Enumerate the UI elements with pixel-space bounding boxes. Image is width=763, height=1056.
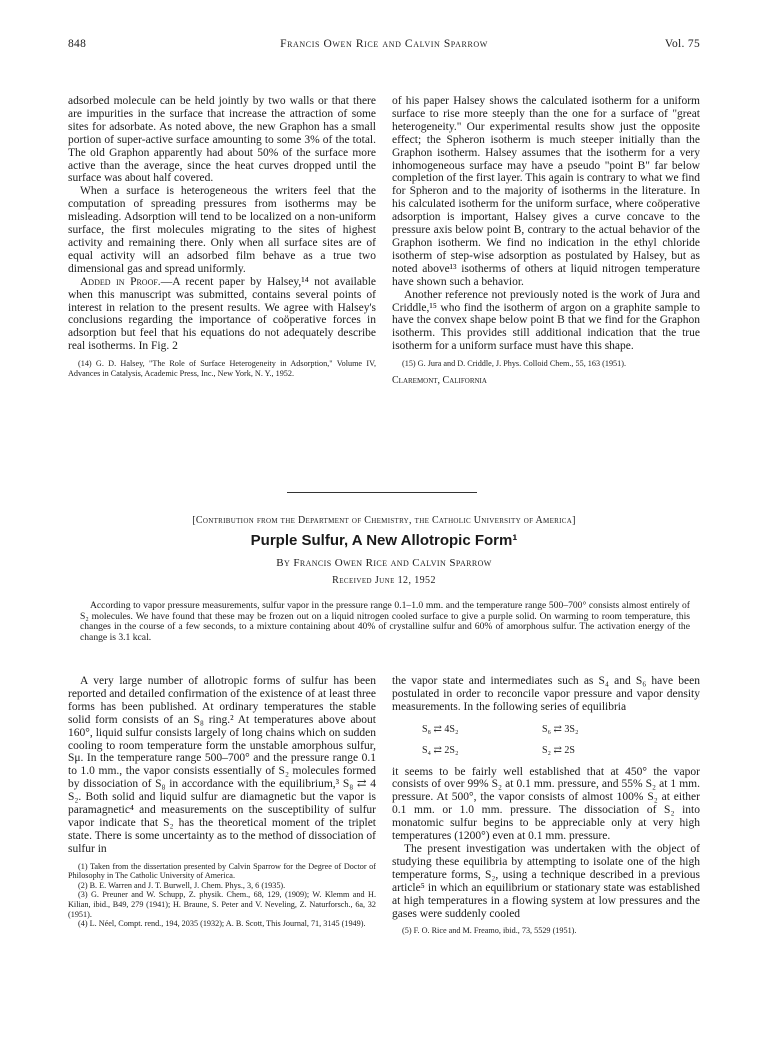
footnote: (15) G. Jura and D. Criddle, J. Phys. Colloid Chem., 55, 163 (1951).: [402, 359, 627, 369]
paragraph: When a surface is heterogeneous the writers feel that the computation of spreading pressures from isotherms may be misleading. Adsorption will tend to be localized on a non-uniform surface, the first molecules migrating to the sites of highest activity and remaining there. Only when all surface sites are of equal activity will an adsorbed film behave as a true two dimensional gas and spread uniformly.: [68, 185, 376, 275]
volume-label: Vol. 75: [664, 38, 700, 50]
prev-article-left-column: [68, 95, 376, 378]
equation: S₂ ⇄ 2S: [542, 744, 575, 756]
contribution-line: [Contribution from the Department of Chemistry, the Catholic University of America]: [192, 515, 576, 526]
paragraph: The present investigation was undertaken with the object of studying these equilibria by attempting to isolate one of the high temperature forms, S₂, using a technique described in a previous article⁵ in which an equilibrium or stationary state was established at high temperatures in a flowing system at low pressures and the gases were suddenly cooled: [392, 842, 700, 920]
paragraph: A very large number of allotropic forms of sulfur has been reported and detailed confirmation of the existence of at least three forms has been published. At ordinary temperatures the stable solid form consists of an S₈ ring.² At temperatures above about 160°, liquid sulfur consists largely of long chains which on sudden cooling to room temperature form the unstable amorphous sulfur, Sμ. In the temperature range 500–700° and the pressure range 0.1 to 1.0 mm., the vapor consists essentially of S₂ molecules formed by dissociation of S₈ in accordance with the equilibrium,³ S₈ ⇄ 4 S₂. Both solid and liquid sulfur are diamagnetic but the vapor is paramagnetic⁴ and measurements on the susceptibility of sulfur vapor indicate that S₂ has the theoretical moment of the triplet state. There is some uncertainty as to the method of dissociation of sulfur in: [68, 675, 376, 855]
paragraph: of his paper Halsey shows the calculated isotherm for a uniform surface to rise more steeply than the one for a surface of "great heterogeneity." Our experimental results show just the opposite effect; the Spheron isotherm is much steeper initially than the Graphon isotherm. Halsey assumes that the isotherm for a very inhomogeneous surface may have a pseudo "point B" far below completion of the first layer. This again is contrary to what we find for Spheron and to the majority of isotherms in the literature. In his calculated isotherm for the uniform surface, where coöperative adsorption is important, Halsey gives a curve concave to the pressure axis below point B, contrary to the actual behavior of the Graphon isotherm. We find no indication in the ethyl chloride isotherm of step-wise adsorption as postulated by Halsey, but as noted above¹³ isotherms of others at liquid nitrogen temperature have shown such a behavior.: [392, 95, 700, 288]
equilibria-series: [422, 724, 662, 758]
article-left-column: [68, 675, 376, 929]
added-in-proof-paragraph: [68, 276, 376, 353]
paragraph: Another reference not previously noted is the work of Jura and Criddle,¹⁵ who find the isotherm of argon on a graphite sample to have the convex shape below point B that we find for the Graphon isotherm. This provides still additional indication that the true isotherm for a uniform surface must have this shape.: [392, 288, 700, 353]
location: Claremont, California: [392, 374, 487, 386]
equation: S₈ ⇄ 4S₂: [422, 723, 459, 735]
footnote: (5) F. O. Rice and M. Freamo, ibid., 73, 5529 (1951).: [402, 926, 577, 936]
footnote: (2) B. E. Warren and J. T. Burwell, J. Chem. Phys., 3, 6 (1935).: [78, 880, 286, 890]
added-in-proof-text: —A recent paper by Halsey,¹⁴ not available when this manuscript was submitted, contains several points of interest in relation to the present results. We agree with Halsey's conclusions regarding the importance of coöperative forces in adsorption but feel that his equations do not adequately describe real isotherms. In Fig. 2: [68, 275, 377, 353]
abstract-text: According to vapor pressure measurements, sulfur vapor in the pressure range 0.1–1.0 mm. and the temperature range 500–700° consists almost entirely of S₂ molecules. We have found that these may be frozen out on a liquid nitrogen cooled surface to give a purple solid. On warming to room temperature, this changes in the course of a few seconds, to a mixture containing about 40% of crystalline sulfur and 60% of amorphous sulfur. The activation energy of the change is 3.1 kcal.: [80, 600, 690, 643]
page-number: 848: [68, 38, 87, 50]
prev-article-right-column: [392, 95, 700, 388]
page-header: [68, 38, 700, 54]
article-title: Purple Sulfur, A New Allotropic Form¹: [250, 532, 518, 549]
footnote: (14) G. D. Halsey, "The Role of Surface Heterogeneity in Adsorption," Volume IV, Advances in Catalysis, Academic Press, Inc., New York, N. Y., 1952.: [68, 359, 376, 378]
abstract: [80, 601, 690, 643]
paragraph: it seems to be fairly well established that at 450° the vapor consists of over 99% S₂ at 0.1 mm. pressure, and 55% S₂ at 1 mm. pressure. At 500°, the vapor consists of almost 100% S₂ at either 0.1 mm. or 1.0 mm. pressure. The dissociation of S₂ into monatomic sulfur begins to be appreciable only at very high temperatures (1200°) even at 0.1 mm. pressure.: [392, 765, 700, 843]
footnote: (3) G. Preuner and W. Schupp, Z. physik. Chem., 68, 129, (1909); W. Klemm and H. Kilian, ibid., B49, 279 (1941); H. Braune, S. Peter and V. Neveling, Z. Naturforsch., 6a, 32 (1951).: [68, 890, 376, 919]
equation: S₄ ⇄ 2S₂: [422, 744, 459, 756]
paragraph: adsorbed molecule can be held jointly by two walls or that there are impurities in the surface that increase the attraction of some sites for adsorbate. As noted above, the new Graphon has a small portion of super-active surface amounting to some 3% of the total. The old Graphon apparently had about 50% of the surface more active than the average, since the heat curves dropped until the surface was about half covered.: [68, 95, 376, 185]
footnote: (4) L. Néel, Compt. rend., 194, 2035 (1932); A. B. Scott, This Journal, 71, 3145 (1949).: [78, 919, 366, 929]
footnote: (1) Taken from the dissertation presented by Calvin Sparrow for the Degree of Doctor of Philosophy in The Catholic University of America.: [68, 861, 376, 881]
running-head: Francis Owen Rice and Calvin Sparrow: [280, 38, 488, 50]
article-right-column: [392, 675, 700, 936]
equation: S₆ ⇄ 3S₂: [542, 723, 579, 735]
paragraph: the vapor state and intermediates such as S₄ and S₆ have been postulated in order to reconcile vapor pressure and vapor density measurements. In the following series of equilibria: [392, 675, 700, 713]
byline: By Francis Owen Rice and Calvin Sparrow: [276, 557, 492, 569]
added-in-proof-label: Added in Proof.: [80, 275, 161, 288]
section-divider: [287, 492, 477, 493]
received-date: Received June 12, 1952: [332, 575, 436, 586]
